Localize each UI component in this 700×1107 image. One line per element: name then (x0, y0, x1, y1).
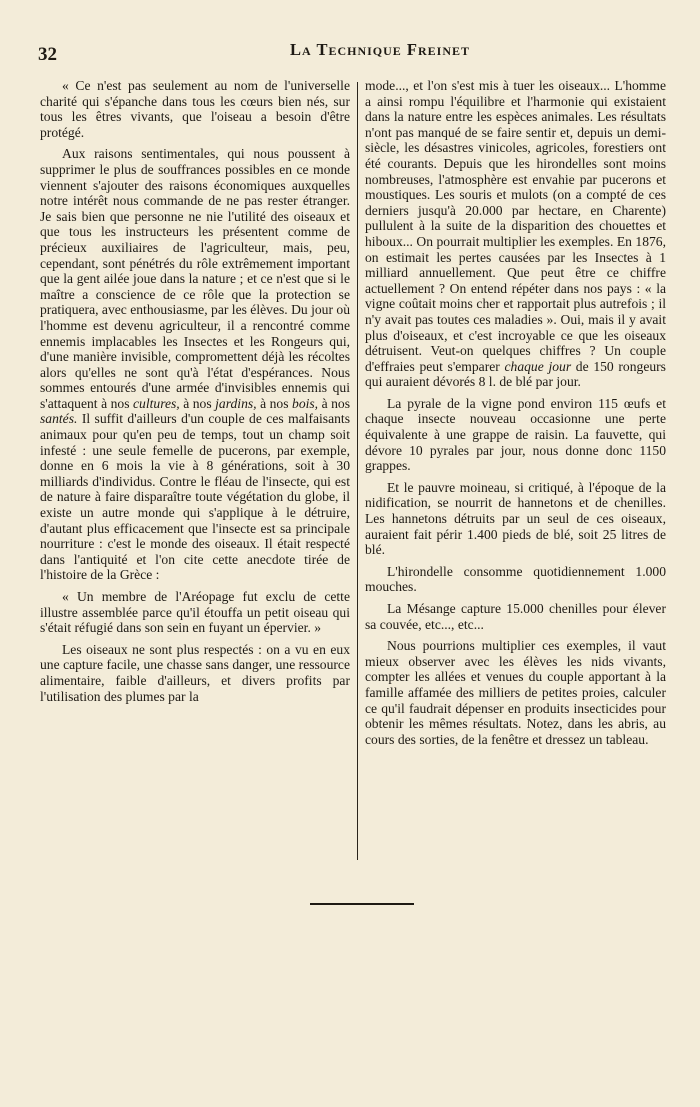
italic-word: santés. (40, 411, 78, 427)
text-run: à nos (179, 395, 216, 411)
paragraph: Nous pourrions multiplier ces exemples, il vaut mieux observer avec les élèves les nids vivants, compter les allées et venues du couple apportant à la famille affamée des milliers de petites proies, calculer ce qu'il faudrait dépenser en produits insecticides pour obtenir les mêmes résultats. Notez, dans les abris, au cours des sorties, de la fenêtre et dressez un tableau. (365, 638, 666, 747)
right-column (365, 78, 666, 753)
quote-paragraph: « Un membre de l'Aréopage fut exclu de cette illustre assemblée parce qu'il étouffa un petit oiseau qui s'était réfugié dans son sein en fuyant un épervier. » (40, 589, 350, 636)
italic-word: jardins, (215, 395, 257, 411)
text-run: de 150 rongeurs qui auraient dévorés 8 l. de blé par jour. (365, 358, 666, 390)
text-run: à nos (256, 395, 293, 411)
paragraph: Et le pauvre moineau, si critiqué, à l'époque de la nidification, se nourrit de hannetons et de chenilles. Les hannetons détruits par un seul de ces oiseaux, auraient fait périr 1.400 pieds de blé, soit 25 litres de blé. (365, 479, 666, 558)
italic-word: bois, (292, 395, 319, 411)
running-title: La Technique Freinet (289, 40, 471, 59)
page-number: 32 (38, 44, 57, 65)
paragraph: La pyrale de la vigne pond environ 115 œufs et chaque insecte nouveau occasionne une perte équivalente à une grappe de raisin. La fauvette, qui dévore 10 pyrales par jour, nous donne donc 1150 grappes. (365, 395, 666, 474)
paragraph: La Mésange capture 15.000 chenilles pour élever sa couvée, etc..., etc... (365, 601, 666, 632)
paragraph: L'hirondelle consomme quotidiennement 1.000 mouches. (365, 563, 666, 595)
paragraph (365, 78, 666, 390)
paragraph: Les oiseaux ne sont plus respectés : on a vu en eux une capture facile, une chasse sans danger, une ressource alimentaire, faible d'ailleurs, et divers profits par l'utilisation des plumes par la (40, 641, 350, 704)
italic-word: cultures, (133, 395, 180, 411)
text-run: à nos (318, 395, 351, 411)
text-run: Aux raisons sentimentales, qui nous poussent à supprimer le plus de souffrances possibles en ce monde viennent s'ajouter des raisons économiques auxquelles notre intérêt nous commande de ne pas rester étranger. Je sais bien que personne ne nie l'utilité des oiseaux et que tous les instructeurs les présentent comme de précieux auxiliaires de l'agriculteur, mais, peu, cependant, sont pénétrés du rôle extrêmement important que la gent ailée joue dans la nature ; et ce n'est que si le maître a conscience de ce rôle que la protection se pratiquera, avec enthousiasme, par les élèves. Du jour où l'homme est devenu agriculteur, il a rencontré comme ennemis implacables les Insectes et les Rongeurs qui, d'une manière invisible, compromettent déjà les récoltes alors qu'elles ne sont qu'à l'état d'espérances. Nous sommes entourés d'une armée d'invisibles ennemis qui s'attaquent à nos (40, 146, 350, 411)
paragraph: « Ce n'est pas seulement au nom de l'universelle charité qui s'épanche dans tous les cœurs bien nés, sur tous les êtres vivants, que l'oiseau a besoin d'être protégé. (40, 78, 350, 140)
text-run: Il suffit d'ailleurs d'un couple de ces malfaisants animaux pour qu'en peu de temps, tout un champ soit infesté : une seule femelle de pucerons, par exemple, donne en 6 mois la vie à 8 générations, soit à 30 milliards d'individus. Contre le fléau de l'insecte, qui est de nature à faire disparaître toute végétation du globe, il existe un autre monde qui s'applique à le détruire, d'autant plus efficacement que l'insecte est sa principale nourriture : c'est le monde des oiseaux. Il était respecté dans l'antiquité et l'on cite cette anecdote tirée de l'histoire de la Grèce : (40, 411, 350, 583)
end-rule (310, 903, 414, 905)
left-column (40, 78, 350, 710)
text-run: mode..., et l'on s'est mis à tuer les oiseaux... L'homme a ainsi rompu l'équilibre et l'harmonie qui existaient dans la nature entre les espèces animales. Les résultats n'ont pas manqué de se faire sentir et, depuis un demi-siècle, les désastres vinicoles, agricoles, forestiers ont été courants. Depuis que les hirondelles sont moins nombreuses, l'atmosphère est envahie par pucerons et moustiques. Les souris et mulots (on a compté de ces derniers jusqu'à 20.000 par hectare, en Charente) pullulent à la suite de la disparition des chouettes et hiboux... On pourrait multiplier les exemples. En 1876, on estimait les pertes causées par les Insectes à 1 milliard annuellement. Que peut être ce chiffre actuellement ? On entend répéter dans nos pays : « la vigne coûtait moins cher et rapportait plus autrefois ; il n'y avait pas toutes ces maladies ». Oui, mais il y avait plus d'oiseaux, et c'est incroyable ce que les oiseaux détruisent. Veut-on quelques chiffres ? Un couple d'effraies peut s'emparer (365, 78, 666, 374)
column-divider (357, 82, 358, 860)
paragraph (40, 146, 350, 583)
italic-word: chaque jour (504, 358, 572, 374)
